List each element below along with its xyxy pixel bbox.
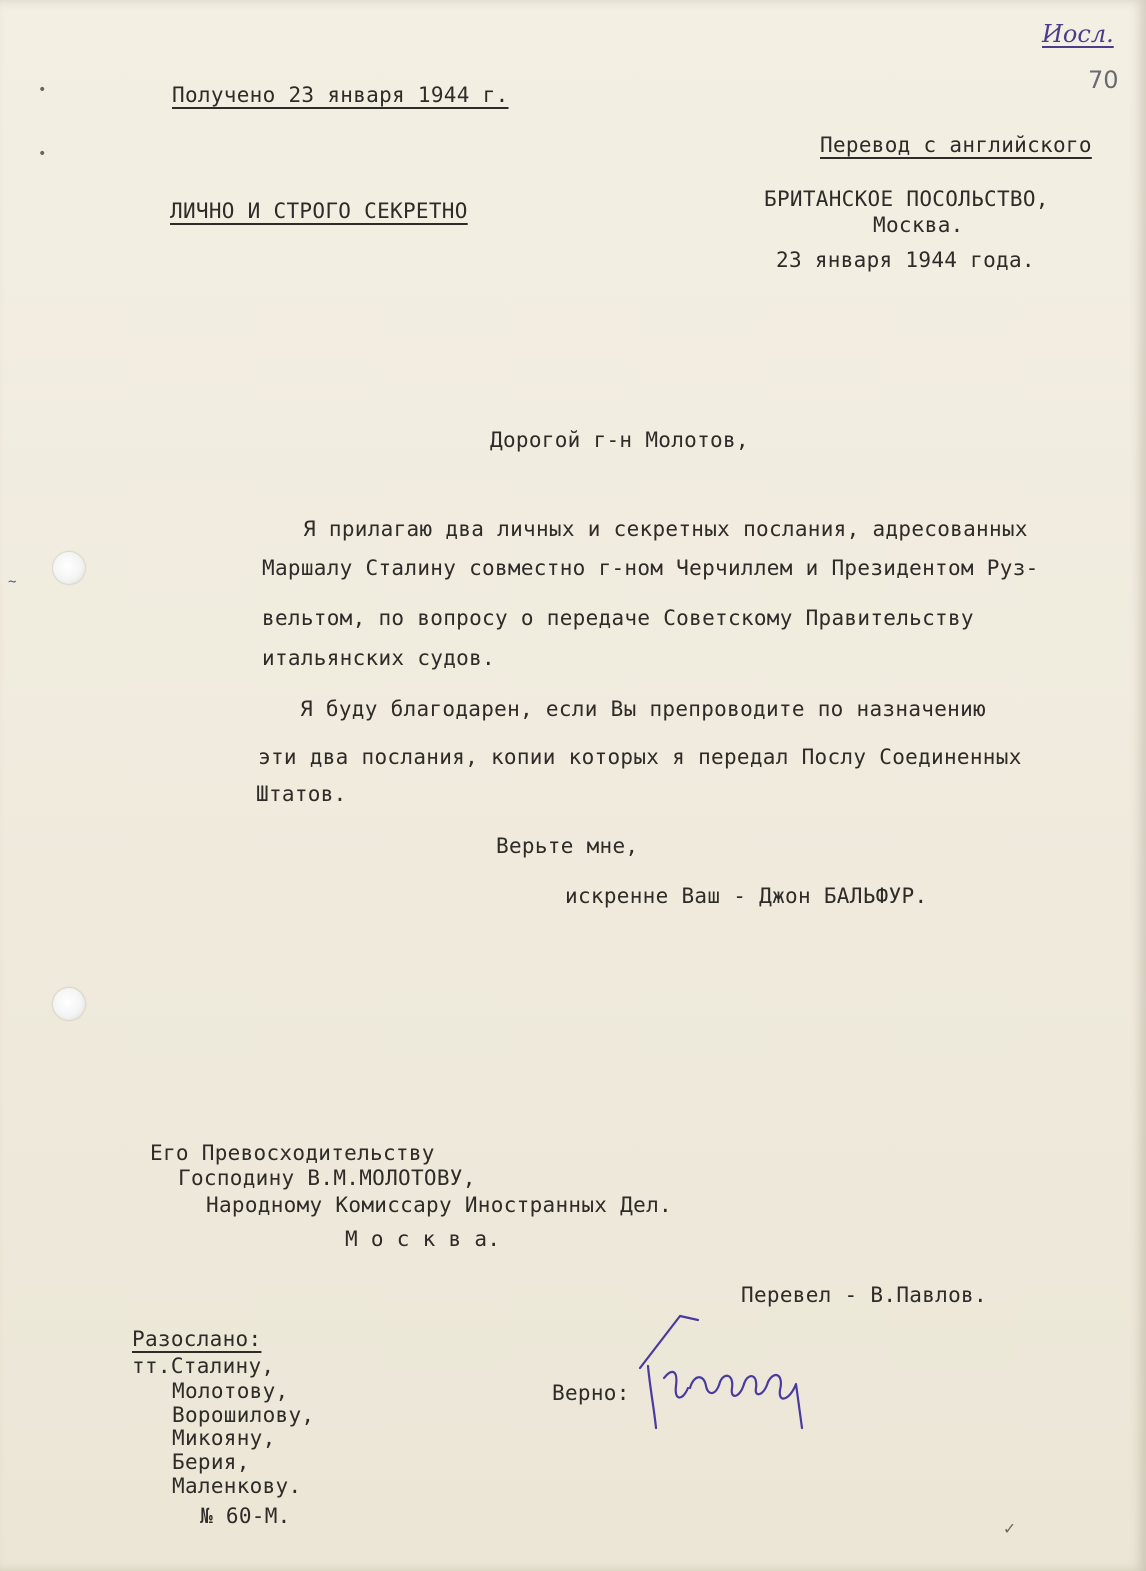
body-line: Я прилагаю два личных и секретных послания, адресованных xyxy=(303,517,1028,541)
salutation: Дорогой г-н Молотов, xyxy=(490,428,749,452)
check-mark-icon: ✓ xyxy=(1004,1518,1015,1539)
classification-label: ЛИЧНО И СТРОГО СЕКРЕТНО xyxy=(170,199,468,223)
sender-organization: БРИТАНСКОЕ ПОСОЛЬСТВО, xyxy=(764,187,1049,211)
distribution-recipient: Молотову, xyxy=(172,1379,289,1403)
punch-hole-top xyxy=(53,552,85,584)
translation-note: Перевод с английского xyxy=(820,133,1092,157)
translator-line: Перевел - В.Павлов. xyxy=(741,1283,987,1307)
document-number: № 60-М. xyxy=(200,1504,291,1528)
body-line: Маршалу Сталину совместно г-ном Черчиллем и Президентом Руз- xyxy=(262,556,1039,580)
page-number: 70 xyxy=(1088,66,1119,94)
addressee-line: Его Превосходительству xyxy=(150,1141,435,1165)
received-stamp: Получено 23 января 1944 г. xyxy=(172,83,509,107)
margin-dot-icon: • xyxy=(38,82,47,98)
body-line: Я буду благодарен, если Вы препроводите по назначению xyxy=(300,697,986,721)
body-line: эти два послания, копии которых я передал Послу Соединенных xyxy=(258,745,1022,769)
addressee-line: Народному Комиссару Иностранных Дел. xyxy=(206,1193,672,1217)
letter-date: 23 января 1944 года. xyxy=(776,248,1035,272)
distribution-recipient: тт.Сталину, xyxy=(132,1354,275,1378)
sender-city: Москва. xyxy=(873,213,964,237)
distribution-recipient: Маленкову. xyxy=(172,1474,302,1498)
closing: Верьте мне, xyxy=(496,834,639,858)
punch-hole-bottom xyxy=(53,988,85,1020)
distribution-recipient: Микояну, xyxy=(172,1426,276,1450)
certification-label: Верно: xyxy=(552,1381,630,1405)
addressee-city: М о с к в а. xyxy=(345,1227,501,1251)
distribution-heading: Разослано: xyxy=(132,1327,262,1351)
margin-tick-icon: ~ xyxy=(8,574,17,590)
distribution-recipient: Берия, xyxy=(172,1450,250,1474)
handwritten-archive-note: Иосл. xyxy=(1042,20,1114,48)
distribution-recipient: Ворошилову, xyxy=(172,1403,315,1427)
addressee-line: Господину В.М.МОЛОТОВУ, xyxy=(178,1166,476,1190)
handwritten-signature xyxy=(620,1308,820,1448)
margin-dot-icon: • xyxy=(38,146,47,162)
body-line: вельтом, по вопросу о передаче Советскому Правительству xyxy=(262,606,974,630)
body-line: Штатов. xyxy=(256,782,347,806)
signature-line: искренне Ваш - Джон БАЛЬФУР. xyxy=(565,884,928,908)
body-line: итальянских судов. xyxy=(262,646,495,670)
